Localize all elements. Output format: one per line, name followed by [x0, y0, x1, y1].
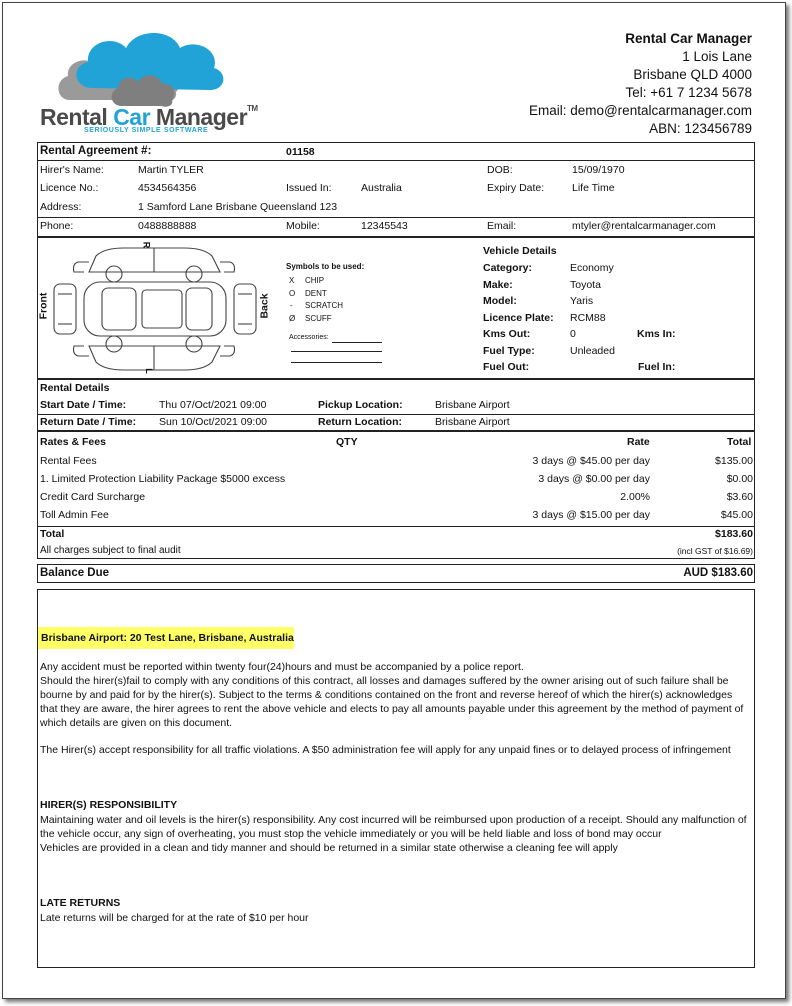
symbol-mark: Ø [289, 314, 296, 323]
model-label: Model: [483, 295, 517, 307]
return-location-label: Return Location: [318, 416, 402, 428]
kms-in-label: Kms In: [637, 328, 676, 340]
branch-location: Brisbane Airport: 20 Test Lane, Brisbane, Australia [41, 632, 294, 644]
fees-header-total: Total [727, 436, 752, 448]
phone-value: 0488888888 [138, 220, 197, 232]
terms-paragraph: Vehicles are provided in a clean and tidy manner and should be returned in a similar state otherwise a cleaning fee will apply [40, 842, 618, 854]
fee-row-rate: 3 days @ $0.00 per day [538, 473, 650, 485]
fuel-type-label: Fuel Type: [483, 345, 535, 357]
rental-details-title: Rental Details [40, 382, 110, 394]
symbol-label: SCRATCH [305, 301, 344, 310]
licence-label: Licence No.: [40, 182, 99, 194]
gst-note: (incl GST of $16.69) [677, 546, 753, 556]
phone-label: Phone: [40, 220, 74, 232]
pickup-value: Brisbane Airport [435, 399, 510, 411]
terms-paragraph: Late returns will be charged for at the rate of $10 per hour [40, 912, 309, 924]
fuel-out-label: Fuel Out: [483, 361, 530, 373]
company-name: Rental Car Manager [625, 31, 752, 46]
fee-row-item: 1. Limited Protection Liability Package $5000 excess [40, 473, 286, 485]
accessories-label: Accessories: [289, 334, 329, 341]
symbol-label: SCUFF [305, 314, 332, 323]
fee-row-item: Toll Admin Fee [40, 509, 109, 521]
symbols-title: Symbols to be used: [286, 262, 365, 271]
fee-row-total: $135.00 [715, 455, 753, 467]
late-returns-title: LATE RETURNS [40, 897, 121, 909]
email-value: mtyler@rentalcarmanager.com [572, 220, 716, 232]
kms-out-label: Kms Out: [483, 328, 531, 340]
fee-row-item: Rental Fees [40, 455, 97, 467]
divider [37, 526, 755, 527]
company-info [529, 30, 752, 138]
return-label: Return Date / Time: [40, 416, 137, 428]
hirer-name-label: Hirer's Name: [40, 164, 104, 176]
diagram-left-mark: L [143, 368, 154, 374]
diagram-front-label: Front [37, 292, 50, 320]
diagram-right-mark: R [141, 241, 152, 249]
responsibility-title: HIRER(S) RESPONSIBILITY [40, 799, 178, 811]
make-label: Make: [483, 279, 513, 291]
dob-label: DOB: [487, 164, 513, 176]
divider [37, 217, 755, 218]
fee-row-rate: 3 days @ $45.00 per day [532, 455, 650, 467]
fee-row-total: $0.00 [726, 473, 753, 485]
cloud-logo-icon [52, 26, 228, 108]
mobile-label: Mobile: [286, 220, 320, 232]
balance-label: Balance Due [40, 567, 110, 579]
category-value: Economy [570, 262, 614, 274]
divider [37, 160, 755, 161]
accessories-line [332, 342, 382, 343]
plate-value: RCM88 [570, 312, 606, 324]
logo-wordmark: Rental Car Manager™ [40, 104, 258, 130]
symbol-mark: O [289, 289, 296, 298]
agreement-title: Rental Agreement #: [40, 145, 152, 157]
mobile-value: 12345543 [361, 220, 408, 232]
audit-note: All charges subject to final audit [40, 545, 181, 556]
pickup-label: Pickup Location: [318, 399, 403, 411]
logo-tagline: SERIOUSLY SIMPLE SOFTWARE [84, 127, 209, 134]
car-damage-diagram-icon [44, 242, 274, 376]
company-email: Email: demo@rentalcarmanager.com [528, 103, 752, 118]
address-value: 1 Samford Lane Brisbane Queensland 123 [138, 201, 338, 213]
issued-value: Australia [361, 182, 402, 194]
terms-paragraph: Should the hirer(s)fail to comply with any conditions of this contract, all losses and damages suffered by the owner arising out of such failure shall be bourne by and paid for by the hirer(s). Subject to the terms & conditions contained on the front and reverse hereof of which the hirer(s) acknowledges that they are aware, the hirer agrees to rent the above vehicle and elects to pay all amounts payable under this agreement by the method of payment of which details are given on this document. [40, 675, 744, 729]
fees-total-value: $183.60 [715, 528, 753, 540]
licence-value: 4534564356 [138, 182, 197, 194]
email-label: Email: [487, 220, 517, 232]
symbol-label: DENT [305, 289, 327, 298]
category-label: Category: [483, 262, 533, 274]
fee-row-total: $3.60 [726, 491, 753, 503]
fuel-in-label: Fuel In: [638, 361, 676, 373]
address-label: Address: [40, 201, 82, 213]
terms-paragraph: Maintaining water and oil levels is the hirer(s) responsibility. Any cost incurred will be reimbursed upon production of a receipt. Should any malfunction of the vehicle occur, any sign of overheating, you must stop the vehicle immediately or you will be held liable and loss of bond may occur [40, 814, 747, 840]
return-location-value: Brisbane Airport [435, 416, 510, 428]
accessories-line [291, 362, 382, 363]
fee-row-item: Credit Card Surcharge [40, 491, 146, 503]
fees-header-item: Rates & Fees [40, 436, 106, 448]
issued-label: Issued In: [286, 182, 332, 194]
return-value: Sun 10/Oct/2021 09:00 [159, 416, 267, 428]
company-address-line1: 1 Lois Lane [682, 49, 752, 64]
fee-row-rate: 3 days @ $15.00 per day [532, 509, 650, 521]
hirer-name: Martin TYLER [138, 164, 204, 176]
symbol-mark: - [290, 301, 293, 310]
plate-label: Licence Plate: [483, 312, 554, 324]
company-abn: ABN: 123456789 [649, 121, 752, 136]
fuel-type-value: Unleaded [570, 345, 615, 357]
terms-paragraph: The Hirer(s) accept responsibility for all traffic violations. A $50 administration fee will apply for any unpaid fines or to delayed process of infringement [40, 744, 731, 756]
terms-paragraph: Any accident must be reported within twenty four(24)hours and must be accompanied by a police report. [40, 661, 524, 673]
fee-row-rate: 2.00% [620, 491, 650, 503]
company-phone: Tel: +61 7 1234 5678 [625, 85, 752, 100]
model-value: Yaris [570, 295, 594, 307]
vehicle-details-title: Vehicle Details [483, 245, 557, 257]
agreement-number: 01158 [286, 146, 315, 158]
divider [37, 414, 755, 415]
expiry-value: Life Time [572, 182, 615, 194]
diagram-back-label: Back [258, 293, 271, 319]
fees-header-qty: QTY [336, 436, 358, 448]
symbol-mark: X [289, 276, 295, 285]
balance-value: AUD $183.60 [683, 567, 753, 579]
start-label: Start Date / Time: [40, 399, 127, 411]
balance-box [37, 564, 755, 583]
company-address-line2: Brisbane QLD 4000 [633, 67, 752, 82]
dob-value: 15/09/1970 [572, 164, 625, 176]
fee-row-total: $45.00 [720, 509, 753, 521]
accessories-line [291, 351, 382, 352]
fees-header-rate: Rate [627, 436, 650, 448]
make-value: Toyota [570, 279, 601, 291]
kms-out-value: 0 [570, 328, 576, 340]
expiry-label: Expiry Date: [487, 182, 545, 194]
symbol-label: CHIP [305, 276, 325, 285]
fees-total-label: Total [40, 528, 65, 540]
start-value: Thu 07/Oct/2021 09:00 [159, 399, 267, 411]
